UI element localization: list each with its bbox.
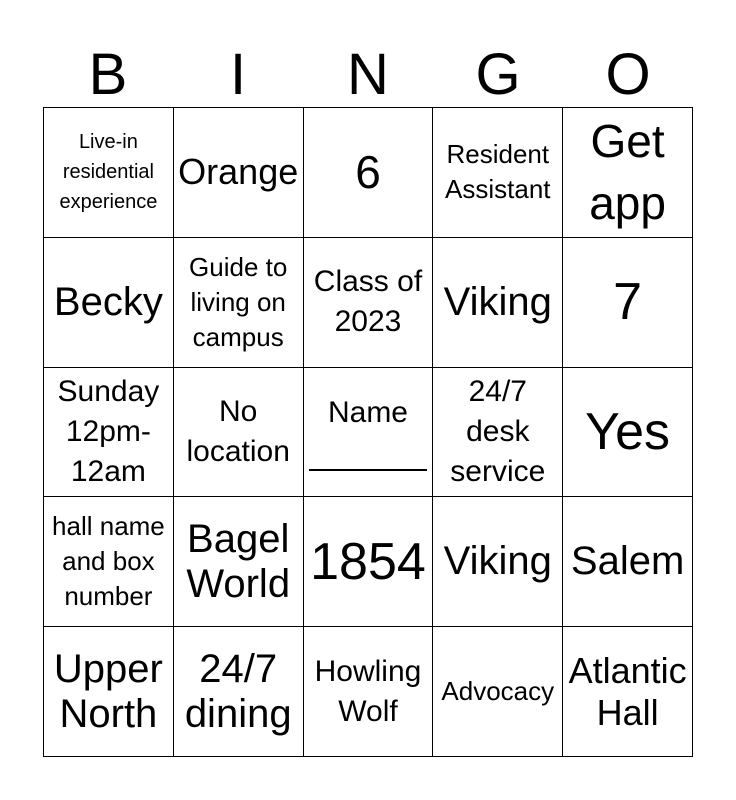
bingo-cell[interactable] <box>44 497 174 627</box>
bingo-header <box>43 40 693 110</box>
cell-text: Get app <box>589 115 666 230</box>
cell-text: Orange <box>178 151 299 193</box>
cell-text: 6 <box>355 146 381 199</box>
bingo-cell[interactable] <box>174 238 304 368</box>
bingo-cell[interactable] <box>44 108 174 238</box>
cell-text: Bagel World <box>186 516 291 606</box>
bingo-cell[interactable] <box>44 627 174 757</box>
cell-text: Sunday 12pm-12am <box>57 374 160 488</box>
bingo-cell[interactable] <box>44 238 174 368</box>
cell-text: 7 <box>613 273 643 332</box>
cell-text: Upper North <box>53 646 163 736</box>
cell-text: Becky <box>53 279 163 324</box>
cell-text: Advocacy <box>441 676 555 707</box>
bingo-cell[interactable] <box>563 368 693 498</box>
bingo-cell[interactable] <box>304 108 434 238</box>
bingo-cell[interactable] <box>304 238 434 368</box>
cell-text: 24/7 desk service <box>450 374 546 488</box>
header-letter-n: N <box>347 42 389 107</box>
cell-text: Yes <box>585 402 671 461</box>
bingo-cell[interactable] <box>563 238 693 368</box>
bingo-card <box>43 107 693 757</box>
cell-text: Viking <box>443 279 552 324</box>
cell-text: Atlantic Hall <box>568 649 687 733</box>
bingo-cell[interactable] <box>563 627 693 757</box>
bingo-cell[interactable] <box>563 108 693 238</box>
bingo-cell[interactable] <box>433 368 563 498</box>
cell-text: 1854 <box>310 532 426 591</box>
cell-text: Name <box>327 395 408 429</box>
cell-text: Live-in residential experience <box>59 131 158 214</box>
name-blank-line <box>309 433 427 471</box>
bingo-cell[interactable] <box>174 368 304 498</box>
cell-text: Howling Wolf <box>314 654 422 728</box>
cell-text: Class of 2023 <box>313 265 423 339</box>
bingo-cell[interactable] <box>174 108 304 238</box>
cell-text: Salem <box>570 539 685 584</box>
bingo-cell[interactable] <box>433 497 563 627</box>
bingo-cell[interactable] <box>174 497 304 627</box>
bingo-cell[interactable] <box>563 497 693 627</box>
bingo-cell[interactable] <box>304 368 434 498</box>
bingo-cell[interactable] <box>433 627 563 757</box>
cell-text: No location <box>186 394 290 468</box>
cell-text: Resident Assistant <box>445 139 551 205</box>
bingo-cell[interactable] <box>304 627 434 757</box>
bingo-cell[interactable] <box>433 108 563 238</box>
bingo-cell[interactable] <box>433 238 563 368</box>
cell-text: Viking <box>443 539 552 584</box>
header-letter-b: B <box>88 42 128 107</box>
header-letter-o: O <box>605 42 651 107</box>
cell-text: 24/7 dining <box>184 646 292 736</box>
header-letter-i: I <box>229 42 247 107</box>
header-letter-g: G <box>475 42 521 107</box>
cell-text: hall name and box number <box>52 511 165 612</box>
bingo-cell[interactable] <box>304 497 434 627</box>
cell-text: Guide to living on campus <box>189 251 288 352</box>
bingo-cell[interactable] <box>44 368 174 498</box>
bingo-cell[interactable] <box>174 627 304 757</box>
